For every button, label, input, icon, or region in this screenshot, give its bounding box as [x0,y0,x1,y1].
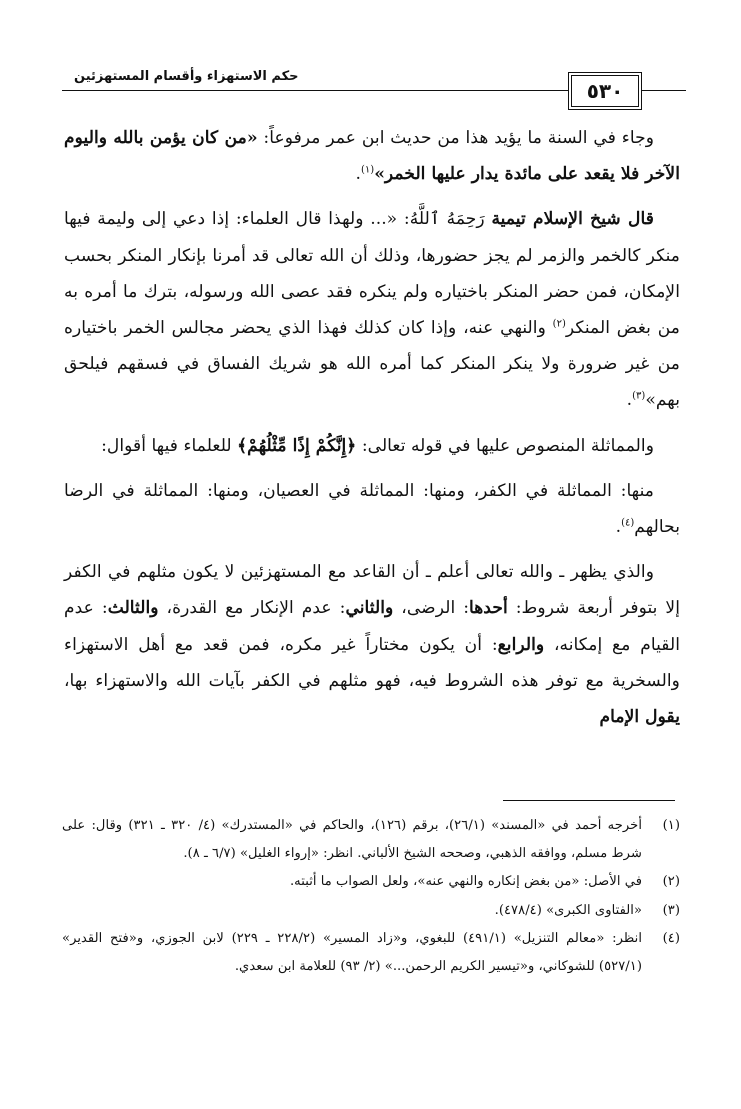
paragraph-1 [64,120,680,192]
footnote-number: (٤) [662,930,680,946]
footnote-4 [62,925,680,981]
paragraph-3 [64,428,680,464]
footnote-text: أخرجه أحمد في «المسند» (٢٦/١)، برقم (١٢٦)، والحاكم في «المستدرك» (٤/ ٣٢٠ ـ ٣٢١) وقال: على شرط مسلم، ووافقه الذهبي، وصححه الشيخ الألباني. انظر: «إرواء الغليل» (٦/٧ ـ ٨). [62,818,642,862]
footnote-1 [62,812,680,868]
p5-t4: : أن يكون مختاراً غير مكره، فمن قعد مع أهل الاستهزاء والسخرية مع توفر هذه الشروط فيه، فهو مثلهم في الكفر بآيات الله والاستهزاء بها، [64,634,680,691]
footnotes [62,812,680,981]
p5-key-3: والثالث [107,598,159,619]
p4-end: . [615,517,622,538]
p3-verse: ﴿إِنَّكُمْ إِذًا مِّثْلُهُمْ﴾ [237,435,357,456]
p4-text: منها: المماثلة في الكفر، ومنها: المماثلة في العصيان، ومنها: المماثلة في الرضا بحالهم [64,480,680,538]
p5-t2: : عدم الإنكار مع القدرة، [158,598,346,619]
p5-key-2: والثاني [345,598,394,619]
paragraph-5 [64,554,680,735]
footnote-ref-2: (٢) [552,318,566,330]
p2-honorific: رَحِمَهُ ٱللَّهُ [409,209,492,230]
p2-text-1: : «... ولهذا قال العلماء: إذا دعي إلى وليمة فيها منكر كالخمر والزمر لم يجز حضورها، وذلك أن الله تعالى قد أمرنا بإنكار المنكر بحسب الإمكان، فمن حضر المنكر باختياره ولم ينكره فقد عصى الله ورسوله، بترك ما أمره به من بغض المنكر [64,209,680,339]
footnote-text: في الأصل: «من بغض إنكاره والنهي عنه»، ولعل الصواب ما أثبته. [289,874,642,890]
footnote-3 [62,897,680,925]
footnote-number: (٢) [662,874,680,890]
p5-key-5: يقول الإمام [599,707,680,728]
running-title: حكم الاستهزاء وأقسام المستهزئين [68,66,305,88]
paragraph-4 [64,473,680,545]
paragraph-2 [64,201,680,418]
footnote-ref-1: (١) [361,164,375,176]
footnote-text: «الفتاوى الكبرى» (٤٧٨/٤). [494,902,642,918]
p5-t3: : عدم القيام مع إمكانه، [64,598,680,655]
p1-intro: وجاء في السنة ما يؤيد هذا من حديث ابن عمر مرفوعاً: [257,128,654,148]
p2-text-2: والنهي عنه، وإذا كان كذلك فهذا الذي يحضر مجالس الخمر باختياره من غير ضرورة ولا ينكر المنكر كما أمره الله هو شريك الفساق في فسقهم فيلحق بهم» [64,318,680,411]
footnote-ref-4: (٤) [621,517,635,529]
footnote-number: (١) [662,818,680,833]
p2-end: . [626,390,633,411]
p1-hadith: «من كان يؤمن بالله واليوم الآخر فلا يقعد على مائدة يدار عليها الخمر» [64,128,680,185]
footnote-ref-3: (٣) [632,390,646,402]
p5-key-4: والرابع [497,634,545,655]
p1-end: . [355,164,361,185]
page-header [62,69,686,112]
footnote-2 [62,868,680,896]
footnote-separator [503,800,675,801]
footnote-text: انظر: «معالم التنزيل» (٤٩١/١) للبغوي، و«زاد المسير» (٢٢٨/٢ ـ ٢٢٩) لابن الجوزي، و«فتح القدير» (٥٢٧/١) للشوكاني، و«تيسير الكريم الرحمن...» (٢/ ٩٣) للعلامة ابن سعدي. [62,930,642,975]
p5-key-1: أحدها [469,598,508,619]
p5-text-1: والذي يظهر ـ والله تعالى أعلم ـ أن القاعد مع المستهزئين لا يكون مثلهم في الكفر إلا بتوفر أربعة شروط: [64,562,680,619]
p5-t1: : الرضى، [393,598,469,619]
main-text [64,120,680,744]
p3-text-1: والمماثلة المنصوص عليها في قوله تعالى: [356,435,654,456]
footnote-number: (٣) [662,902,680,918]
p2-speaker: قال شيخ الإسلام تيمية [491,209,655,230]
page-number: ٥٣٠ [568,72,642,110]
p3-text-2: للعلماء فيها أقوال: [101,435,238,456]
